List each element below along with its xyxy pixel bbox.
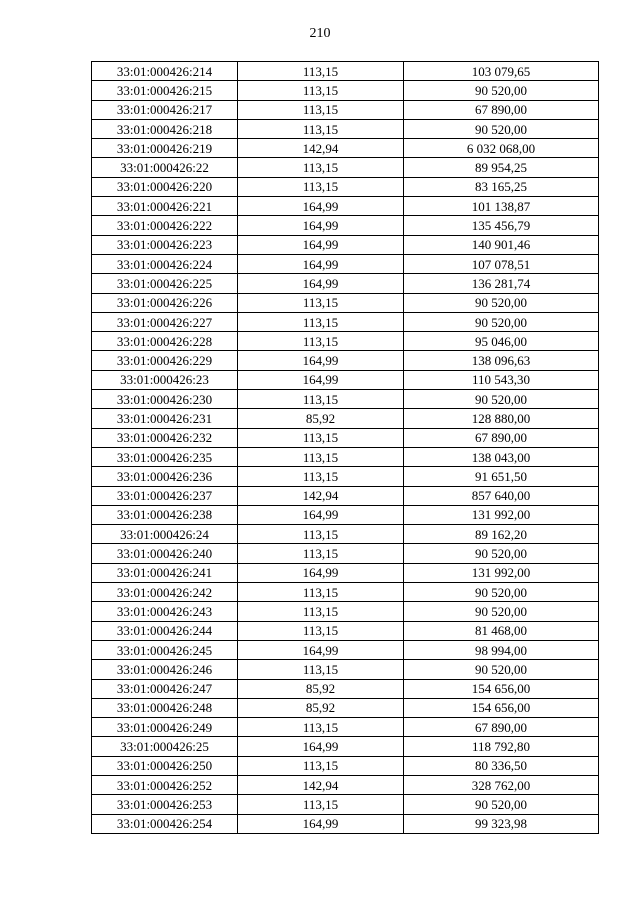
cadastral-value-cell: 154 656,00 — [404, 698, 599, 717]
cadastral-value-cell: 857 640,00 — [404, 486, 599, 505]
cadastral-number-cell: 33:01:000426:248 — [92, 698, 238, 717]
cadastral-value-cell: 138 096,63 — [404, 351, 599, 370]
rate-cell: 164,99 — [238, 274, 404, 293]
cadastral-value-cell: 131 992,00 — [404, 563, 599, 582]
rate-cell: 113,15 — [238, 602, 404, 621]
rate-cell: 113,15 — [238, 293, 404, 312]
rate-cell: 85,92 — [238, 679, 404, 698]
table-row — [92, 718, 599, 737]
cadastral-value-table — [91, 61, 599, 834]
cadastral-value-cell: 89 162,20 — [404, 525, 599, 544]
cadastral-value-cell: 138 043,00 — [404, 447, 599, 466]
table-row — [92, 370, 599, 389]
rate-cell: 164,99 — [238, 640, 404, 659]
rate-cell: 113,15 — [238, 660, 404, 679]
rate-cell: 113,15 — [238, 544, 404, 563]
rate-cell: 113,15 — [238, 447, 404, 466]
cadastral-number-cell: 33:01:000426:235 — [92, 447, 238, 466]
cadastral-number-cell: 33:01:000426:232 — [92, 428, 238, 447]
cadastral-number-cell: 33:01:000426:231 — [92, 409, 238, 428]
table-row — [92, 775, 599, 794]
cadastral-value-cell: 98 994,00 — [404, 640, 599, 659]
rate-cell: 164,99 — [238, 254, 404, 273]
cadastral-value-cell: 90 520,00 — [404, 602, 599, 621]
rate-cell: 142,94 — [238, 486, 404, 505]
cadastral-value-cell: 95 046,00 — [404, 332, 599, 351]
cadastral-value-cell: 99 323,98 — [404, 814, 599, 833]
cadastral-number-cell: 33:01:000426:224 — [92, 254, 238, 273]
cadastral-number-cell: 33:01:000426:227 — [92, 312, 238, 331]
cadastral-value-cell: 154 656,00 — [404, 679, 599, 698]
table-row — [92, 505, 599, 524]
rate-cell: 113,15 — [238, 795, 404, 814]
cadastral-value-cell: 81 468,00 — [404, 621, 599, 640]
cadastral-value-cell: 90 520,00 — [404, 660, 599, 679]
table-row — [92, 621, 599, 640]
rate-cell: 113,15 — [238, 81, 404, 100]
cadastral-value-cell: 67 890,00 — [404, 100, 599, 119]
rate-cell: 113,15 — [238, 177, 404, 196]
table-row — [92, 100, 599, 119]
cadastral-value-cell: 90 520,00 — [404, 390, 599, 409]
cadastral-value-cell: 118 792,80 — [404, 737, 599, 756]
cadastral-value-cell: 90 520,00 — [404, 312, 599, 331]
rate-cell: 164,99 — [238, 235, 404, 254]
table-row — [92, 81, 599, 100]
rate-cell: 113,15 — [238, 62, 404, 81]
cadastral-value-cell: 128 880,00 — [404, 409, 599, 428]
rate-cell: 113,15 — [238, 467, 404, 486]
cadastral-number-cell: 33:01:000426:244 — [92, 621, 238, 640]
rate-cell: 85,92 — [238, 698, 404, 717]
cadastral-value-cell: 101 138,87 — [404, 197, 599, 216]
cadastral-value-cell: 90 520,00 — [404, 119, 599, 138]
cadastral-number-cell: 33:01:000426:247 — [92, 679, 238, 698]
table-row — [92, 254, 599, 273]
cadastral-number-cell: 33:01:000426:230 — [92, 390, 238, 409]
cadastral-value-cell: 89 954,25 — [404, 158, 599, 177]
cadastral-value-cell: 91 651,50 — [404, 467, 599, 486]
cadastral-value-cell: 90 520,00 — [404, 583, 599, 602]
rate-cell: 164,99 — [238, 351, 404, 370]
table-row — [92, 216, 599, 235]
table-row — [92, 583, 599, 602]
table-row — [92, 158, 599, 177]
cadastral-number-cell: 33:01:000426:252 — [92, 775, 238, 794]
cadastral-number-cell: 33:01:000426:22 — [92, 158, 238, 177]
cadastral-value-cell: 67 890,00 — [404, 718, 599, 737]
cadastral-number-cell: 33:01:000426:215 — [92, 81, 238, 100]
cadastral-number-cell: 33:01:000426:228 — [92, 332, 238, 351]
rate-cell: 113,15 — [238, 583, 404, 602]
table-row — [92, 563, 599, 582]
rate-cell: 164,99 — [238, 370, 404, 389]
rate-cell: 113,15 — [238, 332, 404, 351]
cadastral-number-cell: 33:01:000426:236 — [92, 467, 238, 486]
cadastral-value-cell: 103 079,65 — [404, 62, 599, 81]
table-row — [92, 525, 599, 544]
cadastral-value-cell: 136 281,74 — [404, 274, 599, 293]
rate-cell: 164,99 — [238, 814, 404, 833]
table-row — [92, 351, 599, 370]
table-row — [92, 698, 599, 717]
rate-cell: 113,15 — [238, 621, 404, 640]
cadastral-number-cell: 33:01:000426:221 — [92, 197, 238, 216]
rate-cell: 142,94 — [238, 139, 404, 158]
cadastral-value-cell: 90 520,00 — [404, 544, 599, 563]
cadastral-value-cell: 80 336,50 — [404, 756, 599, 775]
cadastral-number-cell: 33:01:000426:225 — [92, 274, 238, 293]
cadastral-number-cell: 33:01:000426:217 — [92, 100, 238, 119]
table-row — [92, 390, 599, 409]
rate-cell: 113,15 — [238, 525, 404, 544]
cadastral-value-cell: 140 901,46 — [404, 235, 599, 254]
cadastral-number-cell: 33:01:000426:246 — [92, 660, 238, 679]
table-row — [92, 119, 599, 138]
table-row — [92, 602, 599, 621]
table-row — [92, 139, 599, 158]
cadastral-number-cell: 33:01:000426:238 — [92, 505, 238, 524]
cadastral-number-cell: 33:01:000426:242 — [92, 583, 238, 602]
cadastral-value-cell: 90 520,00 — [404, 293, 599, 312]
cadastral-number-cell: 33:01:000426:245 — [92, 640, 238, 659]
cadastral-number-cell: 33:01:000426:24 — [92, 525, 238, 544]
cadastral-number-cell: 33:01:000426:214 — [92, 62, 238, 81]
table-row — [92, 332, 599, 351]
rate-cell: 142,94 — [238, 775, 404, 794]
cadastral-number-cell: 33:01:000426:237 — [92, 486, 238, 505]
table-row — [92, 177, 599, 196]
table-row — [92, 467, 599, 486]
cadastral-number-cell: 33:01:000426:250 — [92, 756, 238, 775]
rate-cell: 164,99 — [238, 563, 404, 582]
cadastral-value-cell: 90 520,00 — [404, 81, 599, 100]
table-row — [92, 756, 599, 775]
page-number: 210 — [309, 26, 331, 41]
cadastral-value-cell: 328 762,00 — [404, 775, 599, 794]
cadastral-value-cell: 67 890,00 — [404, 428, 599, 447]
table-row — [92, 737, 599, 756]
cadastral-number-cell: 33:01:000426:25 — [92, 737, 238, 756]
cadastral-value-cell: 90 520,00 — [404, 795, 599, 814]
cadastral-number-cell: 33:01:000426:226 — [92, 293, 238, 312]
table-row — [92, 679, 599, 698]
cadastral-number-cell: 33:01:000426:220 — [92, 177, 238, 196]
cadastral-number-cell: 33:01:000426:249 — [92, 718, 238, 737]
rate-cell: 113,15 — [238, 428, 404, 447]
table-row — [92, 409, 599, 428]
rate-cell: 164,99 — [238, 216, 404, 235]
table-row — [92, 312, 599, 331]
table-row — [92, 814, 599, 833]
cadastral-number-cell: 33:01:000426:223 — [92, 235, 238, 254]
rate-cell: 113,15 — [238, 718, 404, 737]
table-row — [92, 274, 599, 293]
table-row — [92, 293, 599, 312]
cadastral-value-cell: 83 165,25 — [404, 177, 599, 196]
table-row — [92, 486, 599, 505]
cadastral-number-cell: 33:01:000426:241 — [92, 563, 238, 582]
cadastral-number-cell: 33:01:000426:254 — [92, 814, 238, 833]
cadastral-number-cell: 33:01:000426:229 — [92, 351, 238, 370]
cadastral-number-cell: 33:01:000426:253 — [92, 795, 238, 814]
cadastral-number-cell: 33:01:000426:222 — [92, 216, 238, 235]
table-row — [92, 447, 599, 466]
table-row — [92, 428, 599, 447]
cadastral-value-cell: 110 543,30 — [404, 370, 599, 389]
rate-cell: 164,99 — [238, 737, 404, 756]
rate-cell: 113,15 — [238, 756, 404, 775]
rate-cell: 164,99 — [238, 505, 404, 524]
table-row — [92, 235, 599, 254]
table-row — [92, 795, 599, 814]
table-row — [92, 197, 599, 216]
rate-cell: 85,92 — [238, 409, 404, 428]
rate-cell: 164,99 — [238, 197, 404, 216]
rate-cell: 113,15 — [238, 119, 404, 138]
cadastral-number-cell: 33:01:000426:240 — [92, 544, 238, 563]
table-row — [92, 62, 599, 81]
cadastral-number-cell: 33:01:000426:218 — [92, 119, 238, 138]
table-row — [92, 640, 599, 659]
cadastral-value-cell: 135 456,79 — [404, 216, 599, 235]
cadastral-number-cell: 33:01:000426:219 — [92, 139, 238, 158]
table-row — [92, 544, 599, 563]
cadastral-value-cell: 6 032 068,00 — [404, 139, 599, 158]
rate-cell: 113,15 — [238, 158, 404, 177]
cadastral-number-cell: 33:01:000426:243 — [92, 602, 238, 621]
rate-cell: 113,15 — [238, 390, 404, 409]
cadastral-value-cell: 107 078,51 — [404, 254, 599, 273]
cadastral-value-cell: 131 992,00 — [404, 505, 599, 524]
rate-cell: 113,15 — [238, 312, 404, 331]
rate-cell: 113,15 — [238, 100, 404, 119]
cadastral-number-cell: 33:01:000426:23 — [92, 370, 238, 389]
table-row — [92, 660, 599, 679]
table-body — [92, 62, 599, 834]
